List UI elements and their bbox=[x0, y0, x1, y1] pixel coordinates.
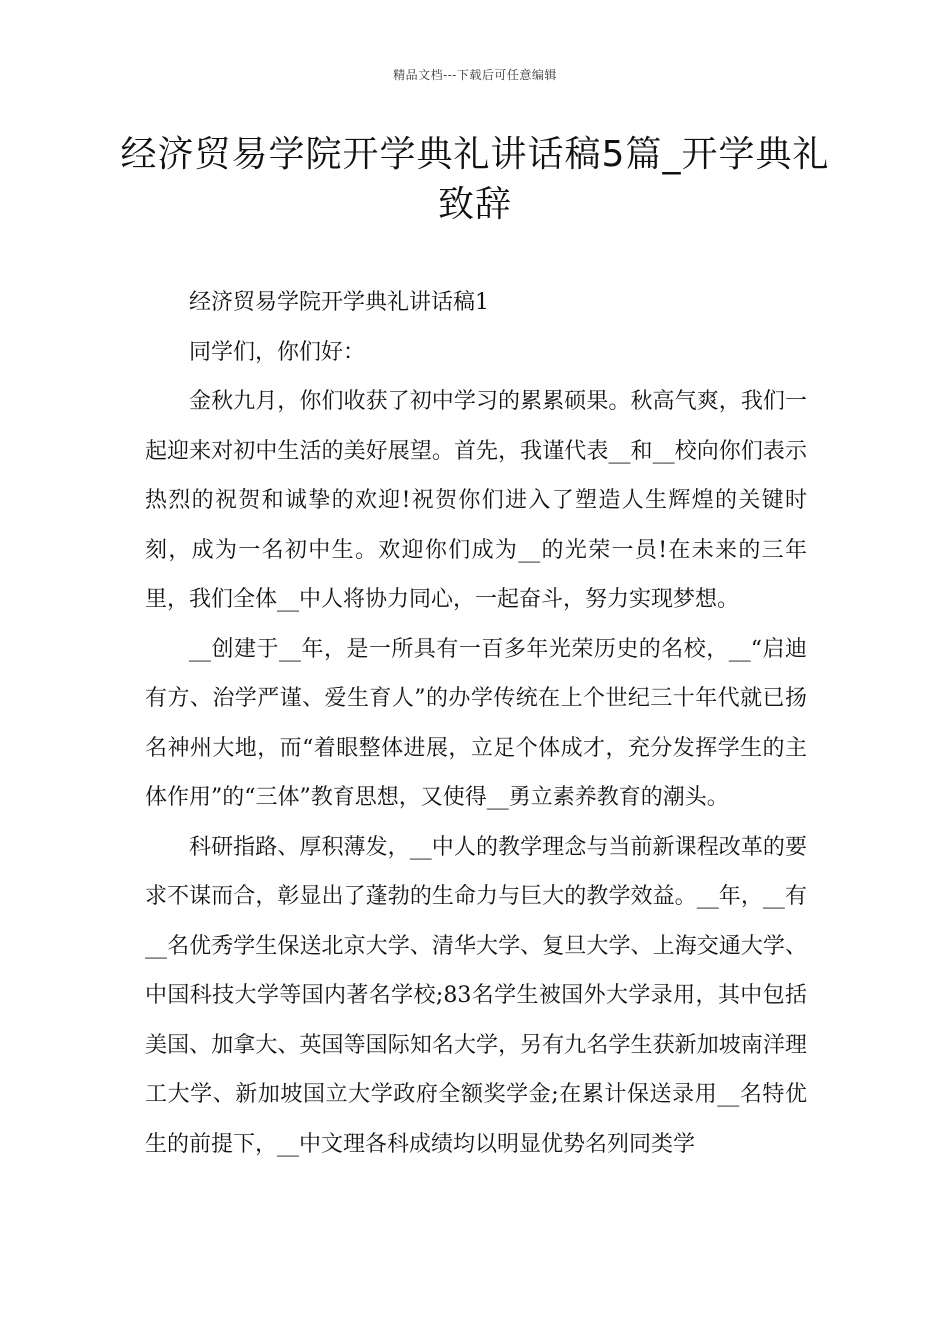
page-header: 精品文档---下载后可任意编辑 bbox=[393, 68, 557, 82]
document-title: 经济贸易学院开学典礼讲话稿5篇_开学典礼致辞 bbox=[120, 134, 830, 225]
paragraph: 科研指路、厚积薄发，__中人的教学理念与当前新课程改革的要求不谋而合，彰显出了蓬勃的生命力与巨大的教学效益。__年，__有__名优秀学生保送北京大学、清华大学、复旦大学、上海交通大学、中国科技大学等国内著名学校;83名学生被国外大学录用，其中包括美国、加拿大、英国等国际知名大学，另有九名学生获新加坡南洋理工大学、新加坡国立大学政府全额奖学金;在累计保送录用__名特优生的前提下，__中文理各科成绩均以明显优势名列同类学 bbox=[145, 834, 807, 1157]
paragraph: 同学们，你们好： bbox=[189, 339, 366, 365]
paragraph: 经济贸易学院开学典礼讲话稿1 bbox=[189, 290, 489, 315]
document-body bbox=[145, 278, 807, 1169]
paragraph: __创建于__年，是一所具有一百多年光荣历史的名校，__“启迪有方、治学严谨、爱生育人”的办学传统在上个世纪三十年代就已扬名神州大地，而“着眼整体进展，立足个体成才，充分发挥学生的主体作用”的“三体”教育思想，又使得__勇立素养教育的潮头。 bbox=[145, 636, 807, 810]
paragraph: 金秋九月，你们收获了初中学习的累累硕果。秋高气爽，我们一起迎来对初中生活的美好展望。首先，我谨代表__和__校向你们表示热烈的祝贺和诚挚的欢迎!祝贺你们进入了塑造人生辉煌的关键时刻，成为一名初中生。欢迎你们成为__的光荣一员!在未来的三年里，我们全体__中人将协力同心，一起奋斗，努力实现梦想。 bbox=[145, 389, 807, 612]
